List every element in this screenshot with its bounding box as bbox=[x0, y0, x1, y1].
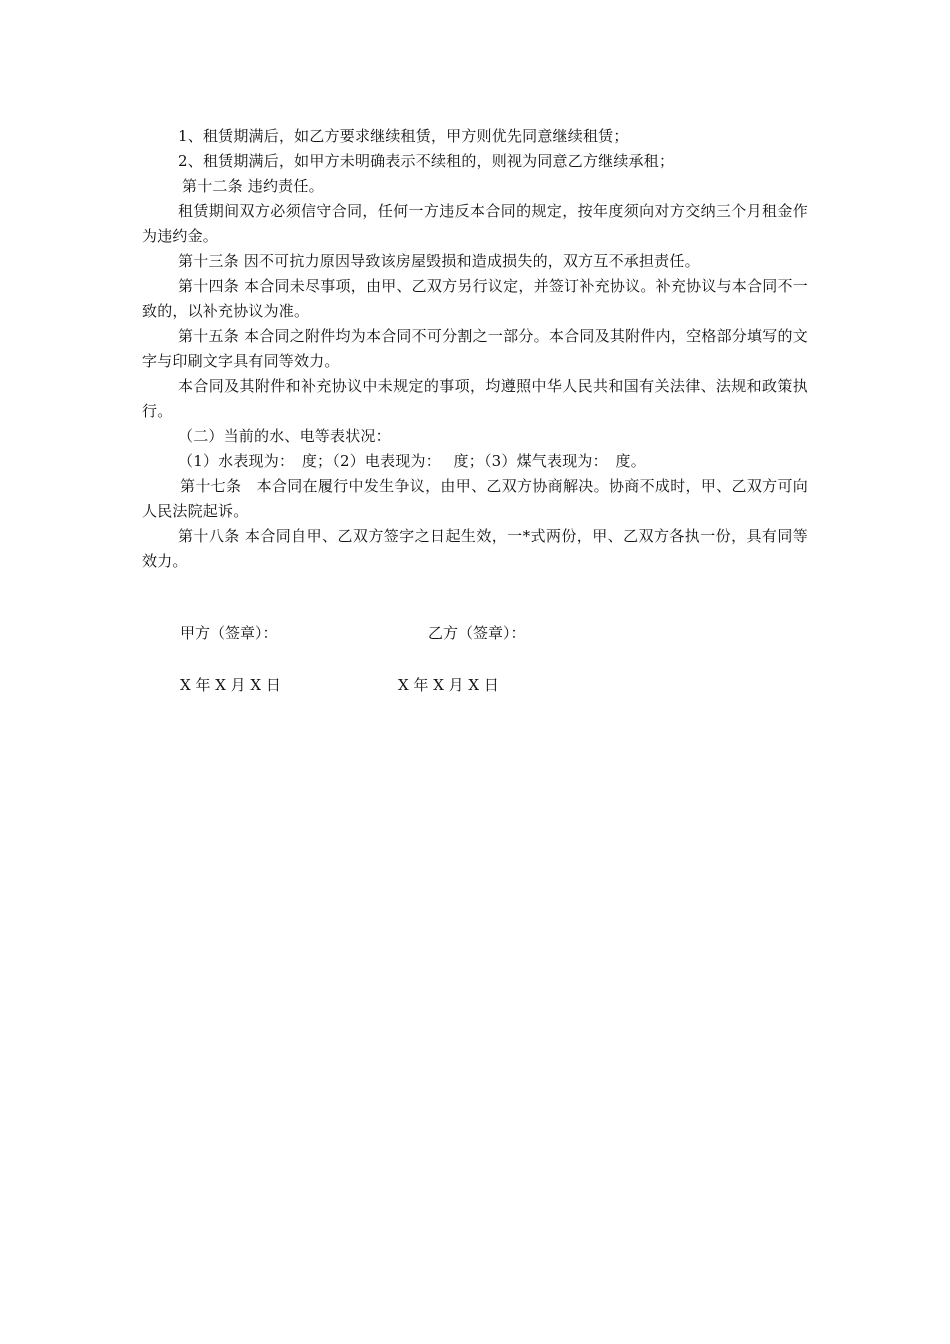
party-a-date: X 年 X 月 X 日 bbox=[180, 676, 281, 694]
meter-readings: （1）水表现为： 度；（2）电表现为： 度；（3）煤气表现为： 度。 bbox=[178, 452, 646, 470]
party-b-date: X 年 X 月 X 日 bbox=[398, 676, 499, 694]
paragraph-law: 本合同及其附件和补充协议中未规定的事项，均遵照中华人民共和国有关法律、法规和政策执行。 bbox=[142, 377, 808, 420]
paragraph-renewal-1: 1、租赁期满后，如乙方要求继续租赁，甲方则优先同意继续租赁； bbox=[178, 127, 629, 145]
contract-body bbox=[142, 124, 808, 574]
article-15: 第十五条 本合同之附件均为本合同不可分割之一部分。本合同及其附件内，空格部分填写的文字与印刷文字具有同等效力。 bbox=[142, 327, 808, 370]
article-12-heading: 第十二条 违约责任。 bbox=[182, 177, 324, 195]
party-a-signature-label: 甲方（签章）： bbox=[180, 624, 278, 642]
article-17: 第十七条 本合同在履行中发生争议，由甲、乙双方协商解决。协商不成时，甲、乙双方可向人民法院起诉。 bbox=[142, 477, 808, 520]
paragraph-renewal-2: 2、租赁期满后，如甲方未明确表示不续租的，则视为同意乙方继续承租； bbox=[178, 152, 675, 170]
party-b-signature-label: 乙方（签章）： bbox=[428, 624, 526, 642]
article-14: 第十四条 本合同未尽事项，由甲、乙双方另行议定，并签订补充协议。补充协议与本合同不一致的，以补充协议为准。 bbox=[142, 277, 808, 320]
paragraph-liability: 租赁期间双方必须信守合同，任何一方违反本合同的规定，按年度须向对方交纳三个月租金作为违约金。 bbox=[142, 202, 808, 245]
article-13: 第十三条 因不可抗力原因导致该房屋毁损和造成损失的，双方互不承担责任。 bbox=[178, 252, 700, 270]
article-18: 第十八条 本合同自甲、乙双方签字之日起生效，一*式两份，甲、乙双方各执一份，具有同等效力。 bbox=[142, 527, 808, 570]
meter-heading: （二）当前的水、电等表状况： bbox=[178, 427, 391, 445]
